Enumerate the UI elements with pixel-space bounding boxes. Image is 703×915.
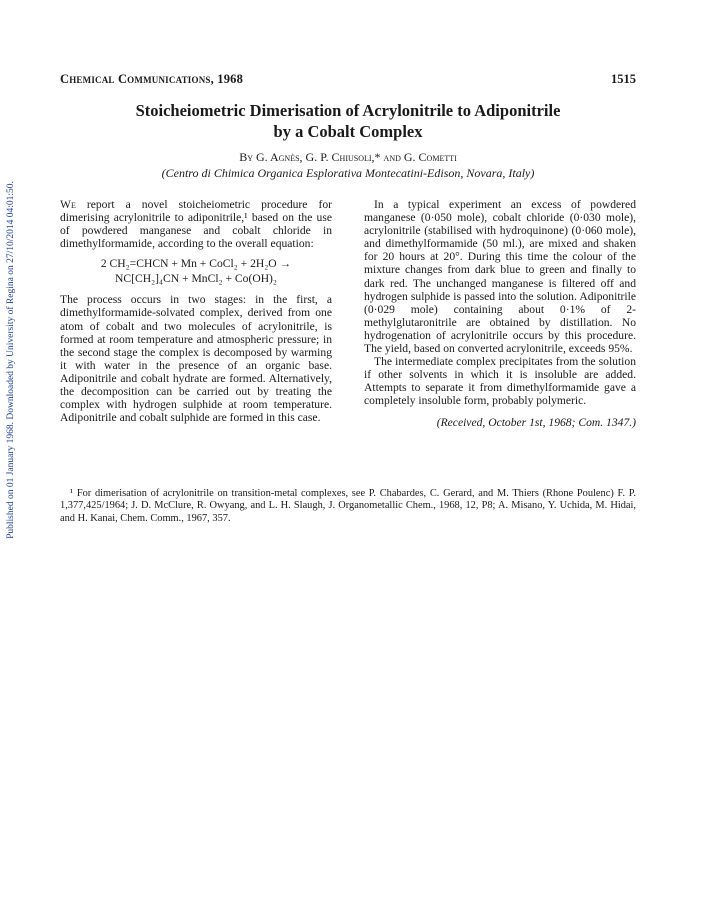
received-note: (Received, October 1st, 1968; Com. 1347.) (436, 415, 636, 429)
complex-paragraph: The intermediate complex precipitates from the solution if other solvents in which it is insoluble are added. Attempts to separate it from dimethylformamide gave a completely insoluble form, probably polymeric. (364, 355, 636, 408)
process-paragraph: The process occurs in two stages: in the first, a dimethylformamide-solvated complex, derived from one atom of cobalt and two molecules of acrylonitrile, is formed at room temperature and atmospheric pressure; in the second stage the complex is decomposed by warming it with water in the presence of an organic base. Adiponitrile and cobalt hydrate are formed. Alternatively, the decomposition can be carried out by treating the complex with hydrogen sulphide at room temperature. Adiponitrile and cobalt sulphide are formed in this case. (60, 293, 332, 425)
title-line-1: Stoicheiometric Dimerisation of Acrylonitrile to Adiponitrile (135, 101, 561, 120)
footnote (60, 488, 636, 525)
right-column (364, 198, 636, 429)
authors: By G. Agnès, G. P. Chiusoli,* and G. Cometti (239, 150, 457, 164)
overall-equation (60, 256, 332, 286)
equation-line-1: 2 CH₂=CHCN + Mn + CoCl₂ + 2H₂O → (100, 257, 292, 271)
download-watermark (0, 120, 22, 600)
drop-word: We (60, 198, 76, 211)
left-column (60, 198, 332, 424)
experiment-paragraph: In a typical experiment an excess of powdered manganese (0·050 mole), cobalt chloride (0·030 mole), acrylonitrile (stabilised with hydroquinone) (0·060 mole), and dimethylformamide (50 ml.), are mixed and shaken for 20 hours at 20°. During this time the colour of the mixture changes from dark blue to green and finally to dark red. The unchanged manganese is filtered off and hydrogen sulphide is passed into the solution. Adiponitrile (0·029 mole) containing about 0·1% of 2-methylglutaronitrile are obtained by distillation. No hydrogenation of acrylonitrile occurs by this procedure. The yield, based on converted acrylonitrile, exceeds 95%. (364, 198, 636, 356)
journal-name: Chemical Communications, 1968 (60, 72, 244, 86)
title-line-2: by a Cobalt Complex (273, 122, 423, 141)
intro-paragraph (60, 198, 332, 250)
intro-text: report a novel stoicheiometric procedure for dimerising acrylonitrile to adiponitrile,¹ based on the use of powdered manganese and cobalt chloride in dimethylformamide, according to the overall equation: (60, 198, 332, 251)
download-watermark-text: Published on 01 January 1968. Downloaded by University of Regina on 27/10/2014 04:01:50. (6, 181, 16, 539)
footnote-text: ¹ For dimerisation of acrylonitrile on transition-metal complexes, see P. Chabardes, C. Gerard, and M. Thiers (Rhone Poulenc) F. P. 1,377,425/1964; J. D. McClure, R. Owyang, and L. H. Slaugh, J. Organometallic Chem., 1968, 12, P8; A. Misano, Y. Uchida, M. Hidai, and H. Kanai, Chem. Comm., 1967, 357. (60, 488, 636, 524)
running-header (60, 72, 636, 87)
article-title (60, 100, 636, 142)
equation-line-2: NC[CH₂]₄CN + MnCl₂ + Co(OH)₂ (115, 272, 277, 286)
affiliation: (Centro di Chimica Organica Esplorativa Montecatini-Edison, Novara, Italy) (161, 166, 535, 180)
page-number: 1515 (611, 72, 636, 86)
